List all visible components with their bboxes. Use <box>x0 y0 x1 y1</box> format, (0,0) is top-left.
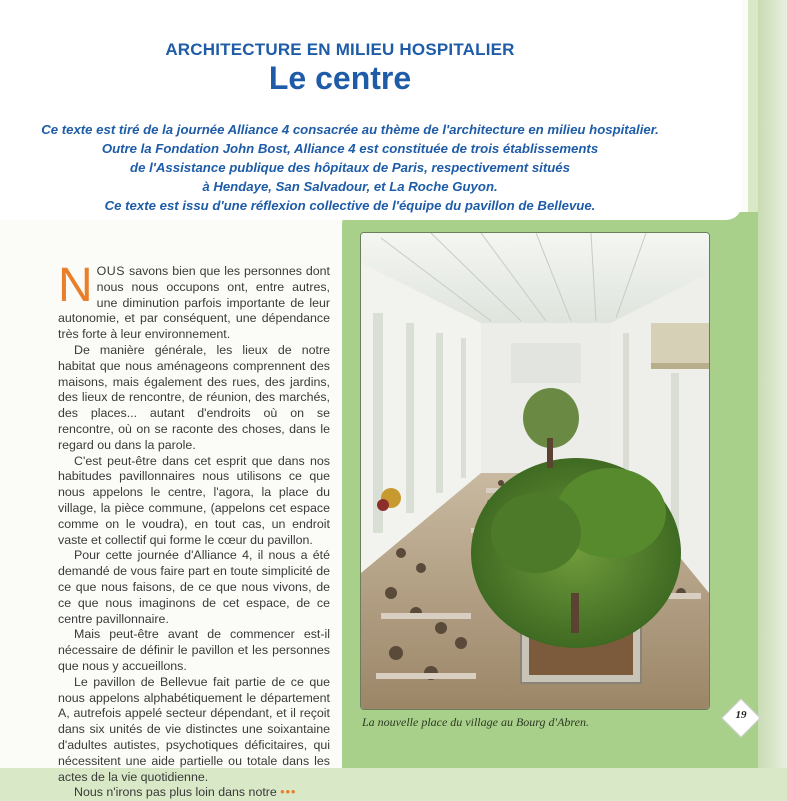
intro-line: Ce texte est tiré de la journée Alliance 4 consacrée au thème de l'architecture en milieu hospitalier. <box>41 122 659 137</box>
article-paragraph: Le pavillon de Bellevue fait partie de ce que nous appelons alphabétiquement le département A, autrefois appelé secteur dépendant, et il reçoit dans six unités de vie distinctes une soixantaine d'adultes autistes, psychotiques déficitaires, qui nécessitent une aide partielle ou totale dans les actes de la vie quotidienne. <box>58 674 330 784</box>
atrium-photo <box>360 232 710 710</box>
article-paragraph <box>58 785 330 801</box>
intro-line: Ce texte est issu d'une réflexion collective de l'équipe du pavillon de Bellevue. <box>104 198 596 213</box>
section-kicker: ARCHITECTURE EN MILIEU HOSPITALIER <box>165 40 515 59</box>
article-paragraph <box>58 259 330 343</box>
intro-line: à Hendaye, San Salvadour, et La Roche Guyon. <box>202 179 498 194</box>
paragraph-text: savons bien que les personnes dont nous nous occupons ont, entre autres, une diminution parfois importante de leur autonomie, et par conséquent, une dépendance très forte à leur environnement. <box>58 264 330 342</box>
page-number: 19 <box>735 709 747 721</box>
intro-line: Outre la Fondation John Bost, Alliance 4 est constituée de trois établissements <box>101 141 599 156</box>
article-body <box>58 259 330 801</box>
article-paragraph: C'est peut-être dans cet esprit que dans nos habitudes pavillonnaires nous utilisons ce que nous appelons le centre, l'agora, la place du village, la pièce commune, (appelons cet espace comme on le voudra), en tout cas, un endroit vaste et collectif qui forme le cœur du pavillon. <box>58 453 330 547</box>
article-paragraph: Pour cette journée d'Alliance 4, il nous a été demandé de vous faire part en toute simplicité de ce que nous faisons, de ce que nous vivons, de ce que nous imaginons de cet espace, de ce centre pavillonnaire. <box>58 548 330 626</box>
article-paragraph: Mais peut-être avant de commencer est-il nécessaire de définir le pavillon et les personnes que nous y accueillons. <box>58 627 330 673</box>
continue-marker: ••• <box>280 785 297 800</box>
header-block <box>0 0 742 220</box>
page-edge <box>758 0 787 768</box>
paragraph-text: Nous n'irons pas plus loin dans notre <box>74 785 277 800</box>
drop-cap: N <box>58 259 93 312</box>
photo-caption: La nouvelle place du village au Bourg d'Abren. <box>362 715 589 729</box>
article-paragraph: De manière générale, les lieux de notre habitat que nous aménageons comprennent des maisons, mais également des rues, des jardins, des lieux de rencontre, de réunion, des marchés, des places... autant d'endroits où on se rencontre, où on se raconte des choses, dans le regard ou dans la parole. <box>58 342 330 452</box>
intro-line: de l'Assistance publique des hôpitaux de Paris, respectivement situés <box>130 160 570 175</box>
page-title: Le centre <box>268 60 412 96</box>
intro-paragraph <box>20 120 680 215</box>
first-word: OUS <box>96 264 126 278</box>
